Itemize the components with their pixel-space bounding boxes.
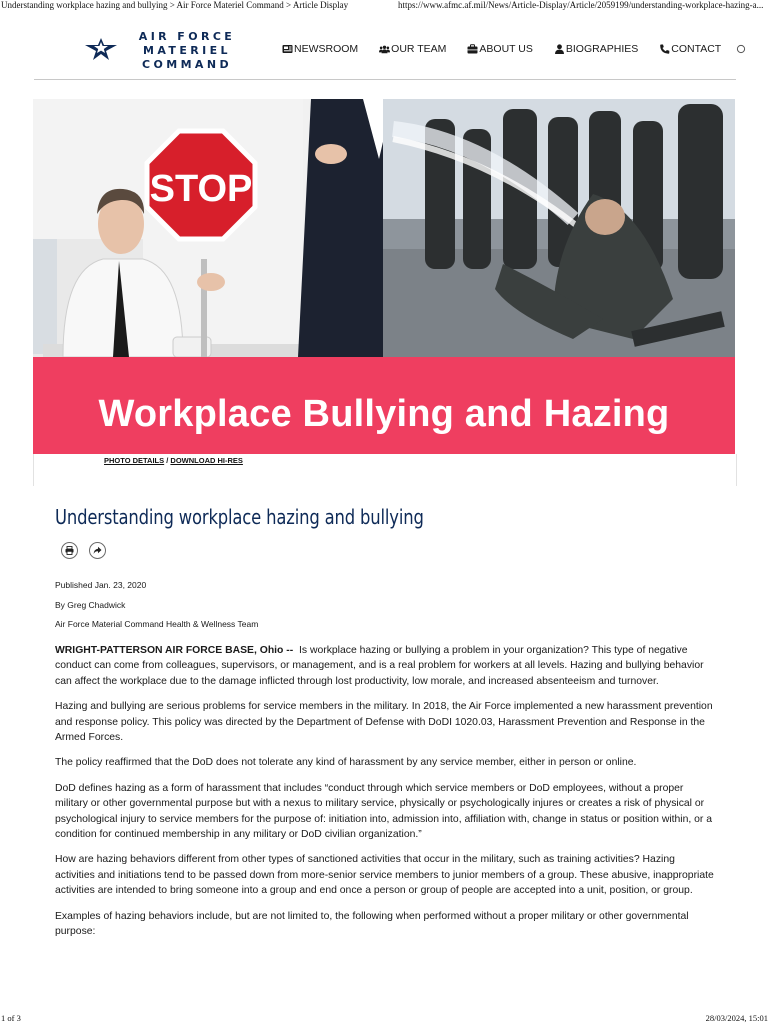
nav-newsroom-label: NEWSROOM	[294, 43, 359, 55]
user-icon	[554, 44, 565, 54]
logo-line-1: AIR FORCE	[138, 30, 236, 43]
nav-about-us[interactable]	[467, 43, 532, 55]
nav-our-team[interactable]	[379, 43, 446, 55]
hero-banner	[33, 357, 735, 454]
photo-details-link[interactable]: PHOTO DETAILS	[104, 456, 165, 465]
print-page-number: 1 of 3	[1, 1013, 21, 1023]
photo-links-separator: /	[164, 456, 171, 465]
article-paragraph-6: Examples of hazing behaviors include, but are not limited to, the following when performed without a proper military or other governmental purpose:	[55, 910, 689, 938]
hero-photo	[33, 99, 735, 357]
stop-sign-label: STOP	[149, 168, 253, 210]
nav-our-team-label: OUR TEAM	[391, 43, 447, 55]
print-page-title: Understanding workplace hazing and bullying > Air Force Materiel Command > Article Display	[1, 0, 349, 10]
article-tools	[61, 542, 117, 559]
article-body	[55, 643, 715, 950]
logo-wordmark	[122, 30, 252, 72]
download-hi-res-link[interactable]: DOWNLOAD HI-RES	[170, 456, 243, 465]
briefcase-icon	[467, 44, 478, 54]
logo-line-3: COMMAND	[142, 58, 232, 71]
article-paragraph-4: DoD defines hazing as a form of harassment that includes “conduct through which service members or DoD employees, without a proper military or other governmental purpose but with a nexus to military service, physically or psychologically injures or creates a risk of physical or psychological injury to service members for the purpose of: initiation into, admission into, affiliation with, change in status or position within, or a condition for continued membership in any military or DoD civilian organization.”	[55, 782, 713, 841]
nav-contact[interactable]	[659, 43, 721, 55]
print-icon	[65, 546, 74, 555]
print-header	[0, 0, 768, 12]
newspaper-icon	[282, 44, 293, 54]
photo-links	[104, 456, 243, 465]
site-header	[34, 22, 736, 80]
main-nav	[282, 40, 746, 58]
article-team: Air Force Material Command Health & Wellness Team	[55, 619, 259, 629]
article-title: Understanding workplace hazing and bullying	[55, 505, 424, 529]
search-icon[interactable]	[736, 44, 746, 54]
article-paragraph-3: The policy reaffirmed that the DoD does not tolerate any kind of harassment by any service member, either in person or online.	[55, 757, 637, 769]
print-button[interactable]	[61, 542, 78, 559]
photo-caption-box	[33, 454, 737, 486]
article-paragraph-5: How are hazing behaviors different from other types of sanctioned activities that occur in the military, such as training activities? Hazing activities and initiations tend to be passed down from more-senior service members to junior members of a group. These abusive, inappropriate activities are intended to bring someone into a group and end once a person or group of people are accepted into a unit, position, or group.	[55, 854, 714, 897]
print-footer	[0, 1013, 768, 1024]
share-icon	[93, 546, 102, 555]
users-icon	[379, 44, 390, 54]
article-byline: By Greg Chadwick	[55, 600, 126, 610]
print-page-url: https://www.afmc.af.mil/News/Article-Display/Article/2059199/understanding-workplace-hazing-a...	[398, 0, 764, 10]
article-dateline: WRIGHT-PATTERSON AIR FORCE BASE, Ohio --	[55, 645, 294, 656]
air-force-symbol-icon	[84, 36, 118, 62]
share-button[interactable]	[89, 542, 106, 559]
nav-contact-label: CONTACT	[671, 43, 722, 55]
print-timestamp: 28/03/2024, 15:01	[705, 1013, 768, 1023]
hero-illustration	[33, 99, 735, 357]
nav-newsroom[interactable]	[282, 43, 358, 55]
logo-line-2: MATERIEL	[143, 44, 231, 57]
nav-about-us-label: ABOUT US	[479, 43, 533, 55]
afmc-logo[interactable]	[84, 28, 274, 70]
hero-image	[33, 99, 735, 454]
hero-banner-title: Workplace Bullying and Hazing	[98, 393, 670, 435]
published-date: Published Jan. 23, 2020	[55, 580, 147, 590]
nav-biographies[interactable]	[554, 43, 638, 55]
article-paragraph-1-text: Is workplace hazing or bullying a problem in your organization? This type of negative conduct can come from colleagues, supervisors, or management, and is a real problem for workers at all levels. Hazing and bullying behavior can affect the workplace due to the damage inflicted through lost productivity, low morale, and increased absenteeism and turnover.	[55, 645, 704, 687]
article-paragraph-1	[55, 643, 715, 689]
phone-icon	[659, 44, 670, 54]
article-paragraph-2: Hazing and bullying are serious problems for service members in the military. In 2018, the Air Force implemented a new harassment prevention and response policy. This policy was directed by the Department of Defense with DoDI 1020.03, Harassment Prevention and Response in the Armed Forces.	[55, 701, 713, 744]
nav-biographies-label: BIOGRAPHIES	[565, 43, 639, 55]
